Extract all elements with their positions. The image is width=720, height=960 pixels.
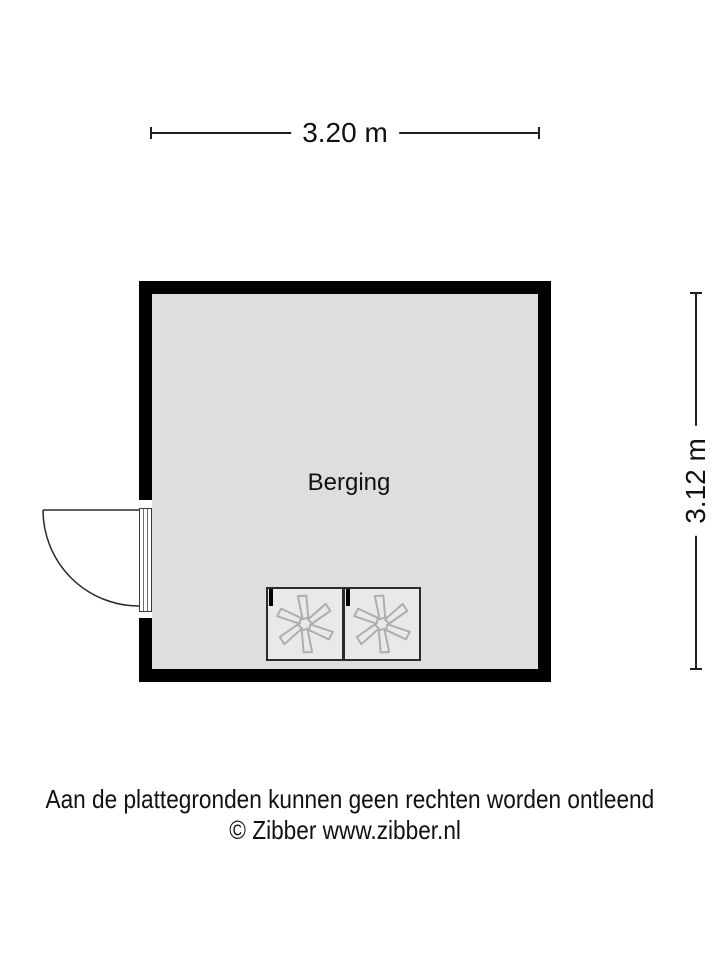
dimension-right-label: 3.12 m	[680, 426, 712, 536]
appliance-hinge-mark	[346, 589, 350, 606]
dimension-right-tick-bottom	[690, 668, 702, 670]
footer-disclaimer: Aan de plattegronden kunnen geen rechten worden ontleend	[45, 784, 655, 814]
appliance-right	[343, 587, 421, 661]
appliance-left	[266, 587, 344, 661]
dimension-top-tick-left	[150, 127, 152, 139]
footer-credit: © Zibber www.zibber.nl	[229, 815, 461, 845]
door-frame	[139, 508, 152, 612]
dimension-top-label: 3.20 m	[291, 117, 399, 149]
dimension-top-tick-right	[538, 127, 540, 139]
room-label: Berging	[307, 469, 391, 496]
dimension-right-tick-top	[690, 292, 702, 294]
footer	[0, 784, 690, 846]
appliance-hinge-mark	[269, 589, 273, 606]
door-swing-arc-icon	[43, 510, 139, 606]
